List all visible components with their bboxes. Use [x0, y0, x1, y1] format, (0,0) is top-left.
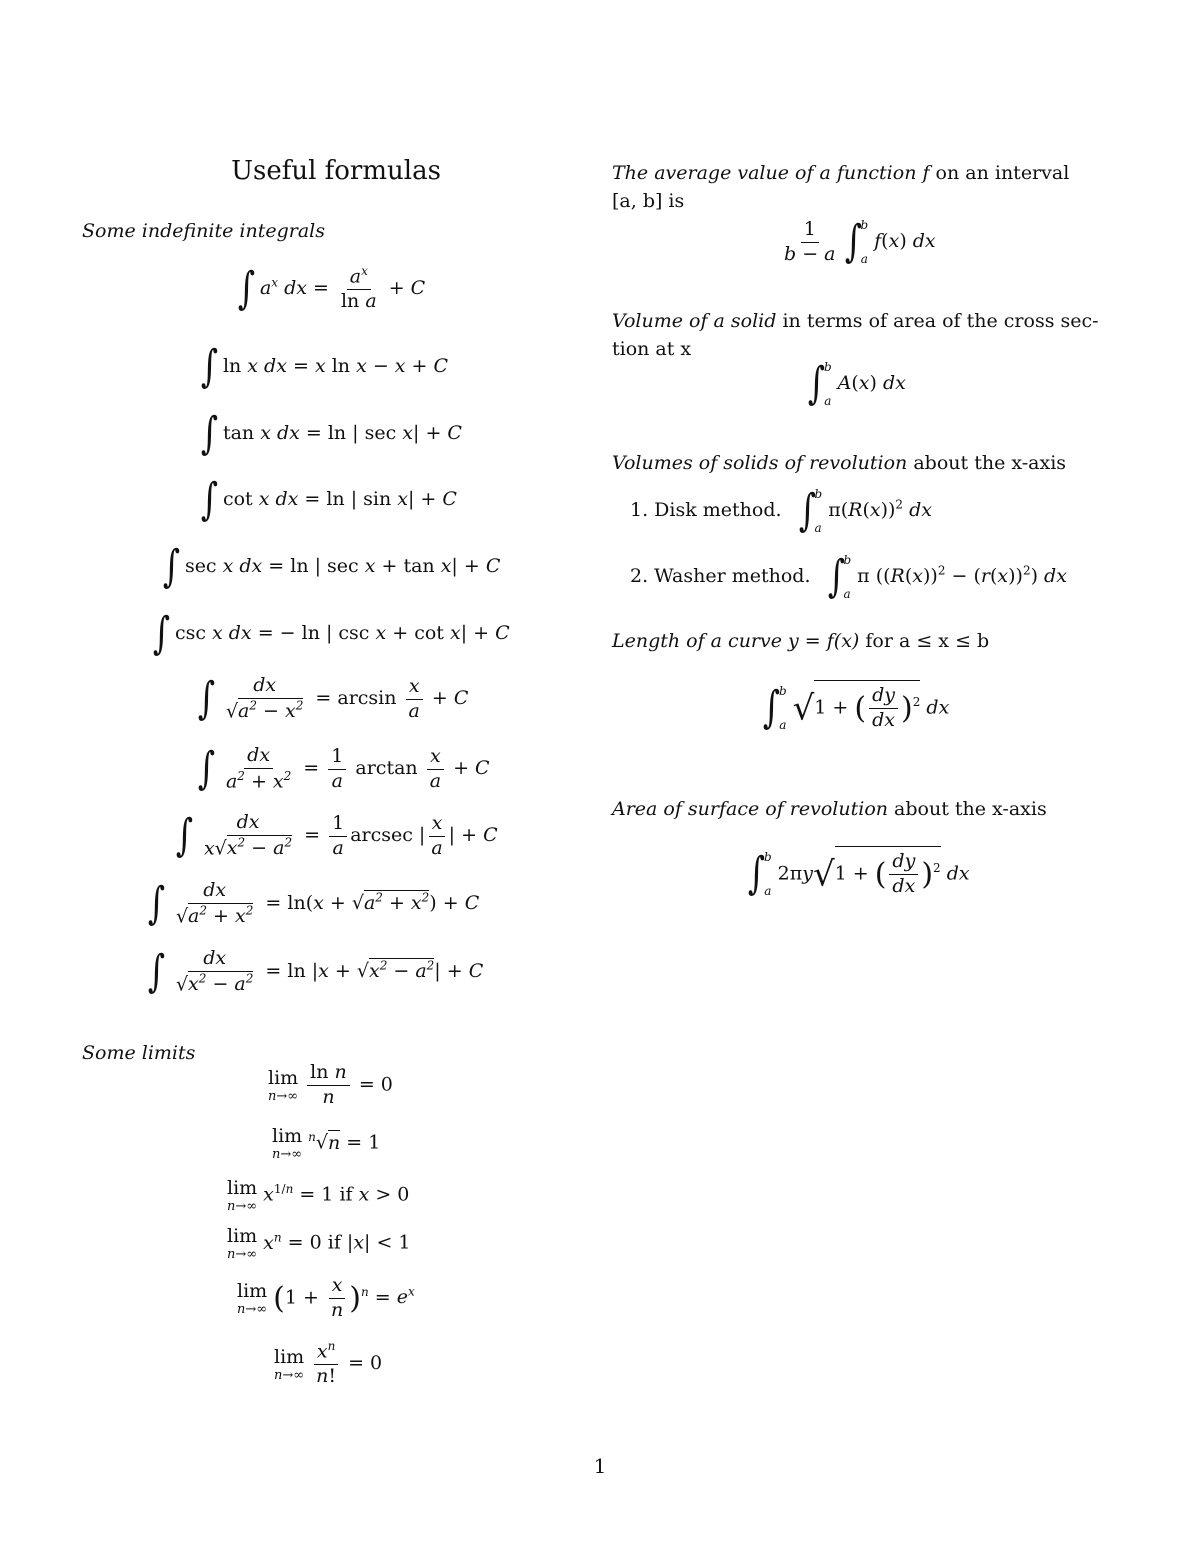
volume-formula: ∫ b a A(x) dx: [807, 358, 906, 409]
integral-formula: ∫ $\frac{dx}{x√x^2 - a^2}$ = $\frac{1}{a}$ arcsec | $\frac{x}{a}$ | + C: [175, 810, 498, 861]
washer-method-row: 2. Washer method. ∫ b a π $((R(x))^2 - (r(x))^2)$ dx: [630, 551, 1067, 602]
volume-rest: in terms of area of the cross sec-: [782, 310, 1099, 332]
surface-lead: Area of surface of revolution: [612, 798, 888, 820]
limit-formula: lim n→∞ (1 + $\frac{x}{n}$ )$^n = e^x$: [237, 1274, 415, 1321]
integral-formula: ∫ $a^x$ dx = $\frac{a^x}{\text{ln a}}$ + C: [237, 263, 426, 314]
limit-formula: lim n→∞ $x^{1/n} = 1$ if x > 0: [227, 1177, 410, 1214]
integral-formula: ∫ tan x dx = ln | sec x| + C: [200, 408, 462, 459]
average-value-formula: $\frac{1}{b - a}$ ∫ b a f(x) dx: [784, 216, 936, 267]
revolution-rest: about the x-axis: [913, 452, 1067, 474]
integral-formula: ∫ $\frac{dx}{√a^2 - x^2}$ = arcsin $\frac{x}{a}$ + C: [197, 673, 469, 724]
curve-length-text: [612, 630, 989, 652]
page-title: Useful formulas: [231, 156, 441, 186]
volume-text: [612, 310, 1099, 332]
limits-heading: Some limits: [82, 1042, 196, 1064]
integral-formula: ∫ sec x dx = ln | sec x + tan x| + C: [162, 541, 501, 592]
average-lead: The average value of a function f: [612, 162, 930, 184]
average-rest: on an interval: [935, 162, 1070, 184]
length-rest: for a ≤ x ≤ b: [865, 630, 990, 652]
limit-formula: lim n→∞ $x^n = 0$ if |x| < 1: [227, 1225, 411, 1262]
integral-formula: ∫ $\frac{dx}{√x^2 - a^2}$ = $\ln |x + √x^2 - a^2| + C$: [147, 946, 484, 997]
surface-area-text: [612, 798, 1047, 820]
washer-label: 2. Washer method.: [630, 565, 811, 587]
limit-formula: lim n→∞ $^n$√n = 1: [272, 1125, 381, 1162]
average-value-text: [612, 162, 1069, 184]
revolution-lead: Volumes of solids of revolution: [612, 452, 908, 474]
integrals-heading: Some indefinite integrals: [82, 220, 325, 242]
limit-formula: lim n→∞ $\frac{x^n}{n!}$ = 0: [274, 1339, 383, 1388]
integral-formula: ∫ csc x dx = − ln | csc x + cot x| + C: [152, 608, 510, 659]
volume-lead: Volume of a solid: [612, 310, 777, 332]
disk-method-row: 1. Disk method. ∫ b a $\pi(R(x))^2$ dx: [630, 485, 932, 536]
integral-formula: ∫ ln x dx = x ln x − x + C: [200, 341, 449, 392]
integral-formula: ∫ cot x dx = ln | sin x| + C: [200, 474, 457, 525]
average-line2: [a, b] is: [612, 190, 685, 212]
revolution-text: [612, 452, 1066, 474]
page-number: 1: [593, 1454, 607, 1478]
surface-area-formula: ∫ b a 2πy√1 + ( $\frac{dy}{dx}$ )$^2$ dx: [745, 846, 970, 898]
surface-rest: about the x-axis: [894, 798, 1047, 820]
curve-length-formula: ∫ b a √1 + ( $\frac{dy}{dx}$ )$^2$ dx: [760, 680, 949, 732]
limit-formula: lim n→∞ $\frac{\text{ln n}}{n}$ = 0: [268, 1061, 393, 1108]
disk-label: 1. Disk method.: [630, 499, 782, 521]
volume-line2: tion at x: [612, 338, 692, 360]
integral-formula: ∫ $\frac{dx}{a^2 + x^2}$ = $\frac{1}{a}$ arctan $\frac{x}{a}$ + C: [197, 743, 490, 794]
length-lead: Length of a curve y = f(x): [612, 630, 860, 652]
integral-formula: ∫ $\frac{dx}{√a^2 + x^2}$ = $\ln(x + √a^2 + x^2) + C$: [147, 878, 480, 929]
